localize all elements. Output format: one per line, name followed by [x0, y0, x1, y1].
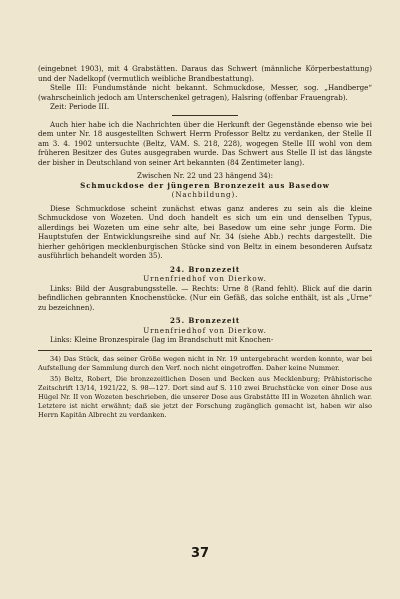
exhibit-subheading-24: Urnenfriedhof von Dierkow.: [143, 274, 267, 283]
paragraph-schmuckdose: Diese Schmuckdose scheint zunächst etwas ganz anderes zu sein als die kleine Schmuckdose von Wozeten. Und doch handelt es sich um ein und denselben Typus, allerdings bei Wozeten um eine sehr alte, bei Basedow um eine sehr junge Form. Die Hauptstufen der Entwicklungsreihe sind auf Nr. 34 (siehe Abb.) rechts dargestellt. Die hierher gehörigen mecklenburgischen Stücke sind von Beltz in einem besonderen Aufsatz ausführlich behandelt worden 35).: [38, 203, 372, 260]
paragraph-exhibit-25: Links: Kleine Bronzespirale (lag im Brandschutt mit Knochen-: [50, 335, 274, 344]
paragraph-provenance: Auch hier habe ich die Nachrichten über die Herkunft der Gegenstände ebenso wie bei dem unter Nr. 18 ausgestellten Schwert Herrn Professor Beltz zu verdanken, der Stelle II am 3. 4. 1902 untersuchte (Beltz, VAM. S. 218, 228), wogegen Stelle III wohl von dem früheren Besitzer des Gutes ausgegraben wurde. Das Schwert aus Stelle II ist das längste der bisher in Deutschland von seiner Art bekannten (84 Zentimeter lang).: [38, 119, 372, 167]
hanging-note: Zwischen Nr. 22 und 23 hängend 34):: [137, 171, 273, 180]
page-number: 37: [190, 546, 210, 561]
exhibit-subtitle-replica: (Nachbildung).: [171, 190, 239, 199]
exhibit-title-basedow: Schmuckdose der jüngeren Bronzezeit aus Basedow: [80, 180, 330, 190]
section-divider: [172, 115, 238, 116]
footnote-34: 34) Das Stück, das seiner Größe wegen nicht in Nr. 19 untergebracht werden konnte, war bei Aufstellung der Sammlung durch den Verf. noch nicht eingetroffen. Daher keine Nummer.: [38, 354, 372, 372]
paragraph-site-three: Stelle III: Fundumstände nicht bekannt. Schmuckdose, Messer, sog. „Handberge“ (wahrscheinlich jedoch am Unterschenkel getragen), Halsring (offenbar Frauengrab).: [38, 83, 372, 102]
paragraph-exhibit-24: Links: Bild der Ausgrabungsstelle. — Rechts: Urne 8 (Rand fehlt). Blick auf die darin befindlichen gebrannten Knochenstücke. (Nur ein Gefäß, das solche enthält, ist als „Urne“ zu bezeichnen).: [38, 283, 372, 312]
footnotes: [38, 355, 372, 420]
main-text-column: [38, 64, 372, 422]
footnote-35: 35) Beltz, Robert, Die bronzezeitlichen Dosen und Becken aus Mecklenburg; Prähistorische Zeitschrift 13/14, 1921/22, S. 98—127. Dort sind auf S. 110 zwei Bruchstücke von einer Dose aus Hügel Nr. II von Wozeten beschrieben, die unserer Dose aus Grabstätte III in Wozeten ähnlich war. Letztere ist nicht erwähnt; daß sie jetzt der Forschung zugänglich gemacht ist, haben wir also Herrn Kapitän Albrecht zu verdanken.: [38, 374, 372, 419]
footnote-separator: [38, 350, 372, 351]
exhibit-heading-24: 24. Bronzezeit: [169, 264, 241, 274]
exhibit-heading-25: 25. Bronzezeit: [169, 316, 241, 325]
paragraph-grave-sites: (eingebnet 1903), mit 4 Grabstätten. Daraus das Schwert (männliche Körperbestattung) und der Nadelkopf (vermutlich weibliche Brandbestattung).: [38, 64, 372, 83]
exhibit-subheading-25: Urnenfriedhof von Dierkow.: [143, 325, 267, 335]
paragraph-period: Zeit: Periode III.: [50, 102, 110, 111]
